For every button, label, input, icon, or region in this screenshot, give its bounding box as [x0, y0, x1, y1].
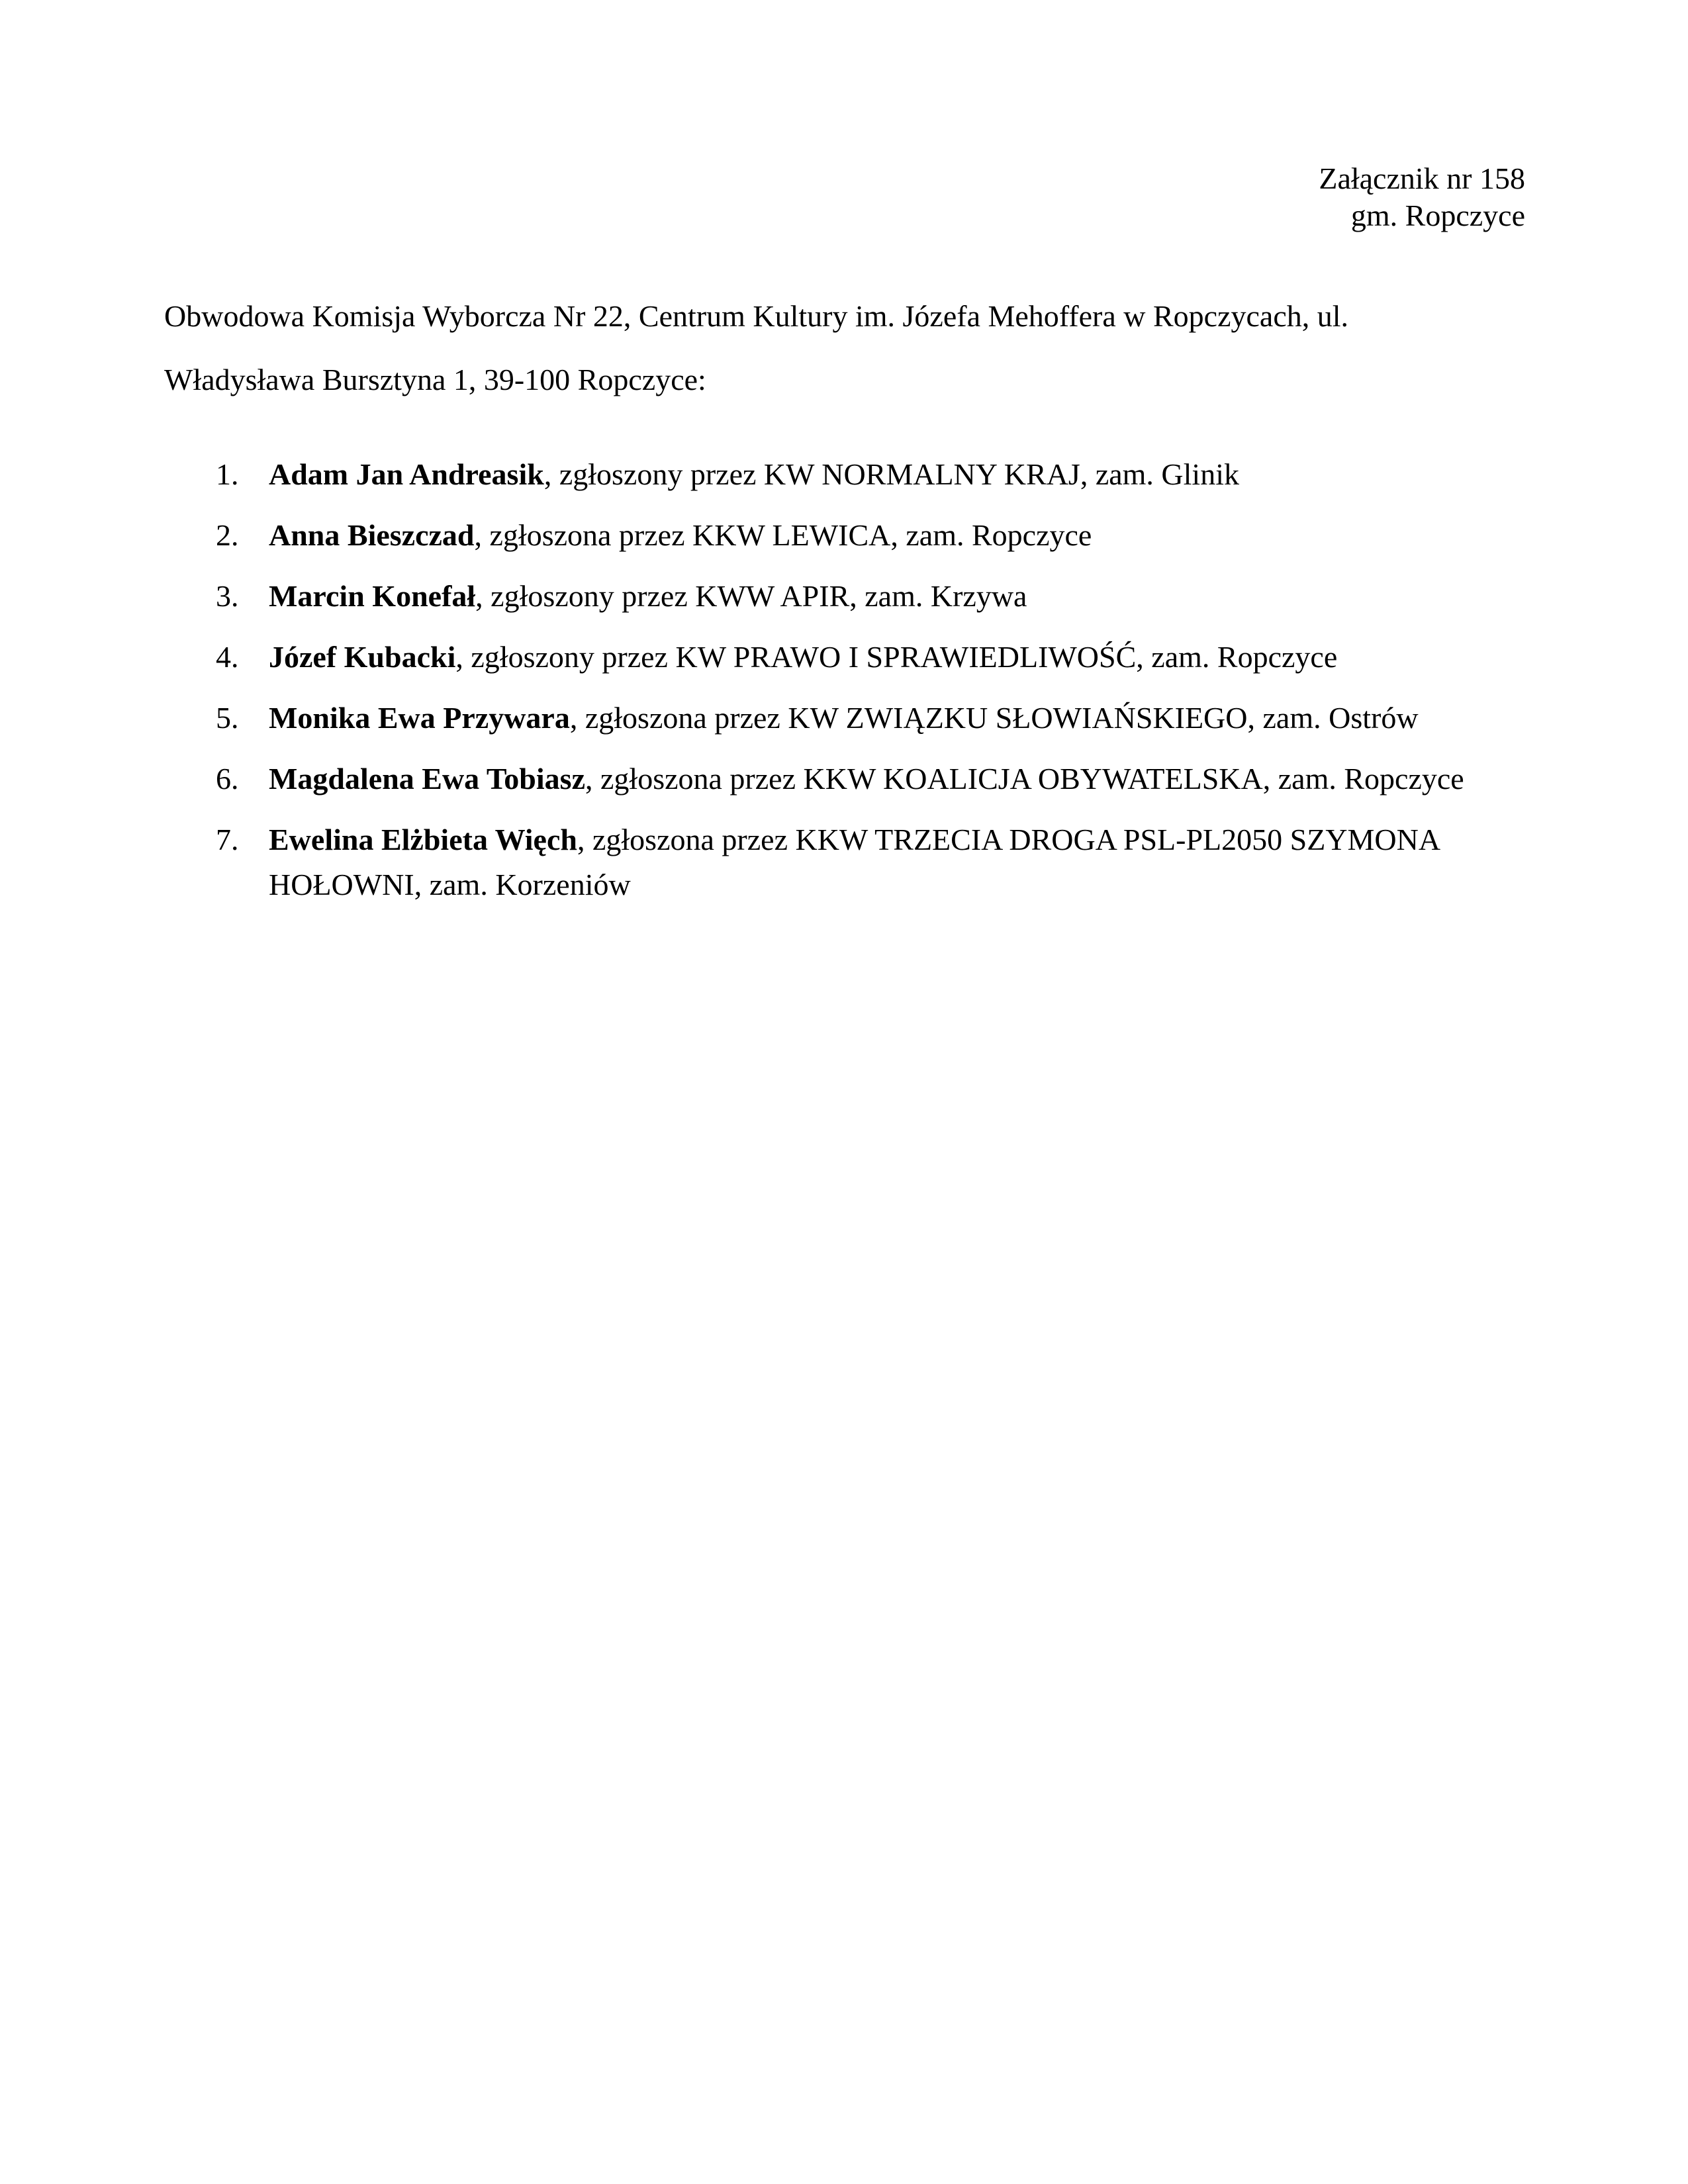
- member-details: , zgłoszona przez KKW LEWICA, zam. Ropczyce: [474, 518, 1092, 552]
- list-item: [164, 635, 1528, 680]
- commission-address: [164, 285, 1521, 412]
- list-item-number: 7.: [216, 823, 239, 856]
- list-item-number: 6.: [216, 762, 239, 796]
- member-details: , zgłoszona przez KW ZWIĄZKU SŁOWIAŃSKIEGO, zam. Ostrów: [569, 701, 1419, 735]
- list-item: [164, 452, 1528, 497]
- annex-header: [1319, 160, 1525, 234]
- list-item-number: 1.: [216, 457, 239, 491]
- annex-municipality: gm. Ropczyce: [1350, 199, 1525, 232]
- list-item-number: 4.: [216, 640, 239, 674]
- member-name: Marcin Konefał: [269, 579, 476, 613]
- member-name: Anna Bieszczad: [269, 518, 475, 552]
- member-name: Magdalena Ewa Tobiasz: [269, 762, 585, 796]
- list-item-number: 3.: [216, 579, 239, 613]
- member-name: Monika Ewa Przywara: [269, 701, 570, 735]
- member-name: Adam Jan Andreasik: [269, 457, 544, 491]
- member-details: , zgłoszona przez KKW KOALICJA OBYWATELSKA, zam. Ropczyce: [585, 762, 1464, 796]
- member-details: , zgłoszona przez KKW TRZECIA DROGA PSL-PL2050 SZYMONA HOŁOWNI, zam. Korzeniów: [269, 823, 1439, 901]
- list-item: [164, 817, 1528, 907]
- list-item: [164, 574, 1528, 619]
- list-item-number: 2.: [216, 518, 239, 552]
- list-item-number: 5.: [216, 701, 239, 735]
- member-details: , zgłoszony przez KW PRAWO I SPRAWIEDLIWOŚĆ, zam. Ropczyce: [455, 640, 1338, 674]
- annex-number: Załącznik nr 158: [1319, 161, 1525, 195]
- commission-address-line-2: Władysława Bursztyna 1, 39-100 Ropczyce:: [164, 363, 706, 396]
- commission-address-line-1: Obwodowa Komisja Wyborcza Nr 22, Centrum Kultury im. Józefa Mehoffera w Ropczycach, ul.: [164, 299, 1349, 333]
- list-item: [164, 756, 1528, 801]
- member-details: , zgłoszony przez KW NORMALNY KRAJ, zam. Glinik: [543, 457, 1239, 491]
- member-details: , zgłoszony przez KWW APIR, zam. Krzywa: [475, 579, 1027, 613]
- member-list: [164, 452, 1528, 923]
- member-name: Ewelina Elżbieta Więch: [269, 823, 577, 856]
- list-item: [164, 696, 1528, 741]
- member-name: Józef Kubacki: [269, 640, 456, 674]
- list-item: [164, 513, 1528, 558]
